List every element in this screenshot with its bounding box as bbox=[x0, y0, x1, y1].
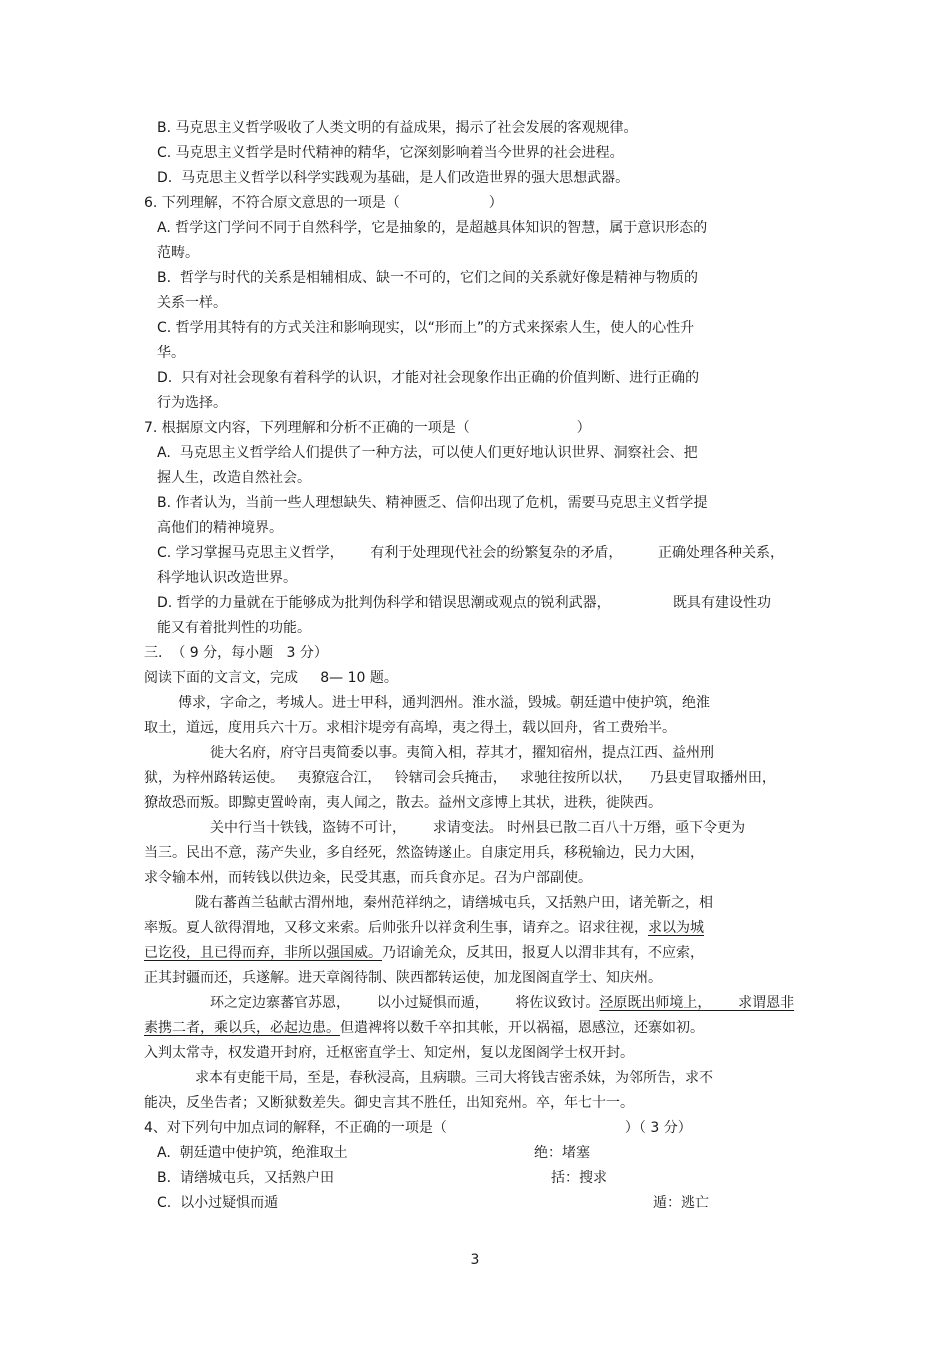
q6-option-d: D. 只有对社会现象有着科学的认识，才能对社会现象作出正确的价值判断、进行正确的 bbox=[157, 370, 700, 386]
option-b-line: B. 马克思主义哲学吸收了人类文明的有益成果，揭示了社会发展的客观规律。 bbox=[157, 120, 638, 136]
q7-option-a-cont: 握人生，改造自然社会。 bbox=[157, 470, 311, 486]
underlined-sentence: 求以为城 bbox=[648, 920, 704, 936]
q4-option-a-explanation: 绝：堵塞 bbox=[534, 1145, 590, 1161]
underlined-sentence: 素携二者，乘以兵，必起边患。 bbox=[144, 1020, 340, 1036]
q6-option-b: B. 哲学与时代的关系是相辅相成、缺一不可的，它们之间的关系就好像是精神与物质的 bbox=[157, 270, 698, 286]
q6-option-a-cont: 范畴。 bbox=[157, 245, 199, 261]
passage-line: 关中行当十铁钱，盗铸不可计， 求请变法。 时州县已散二百八十万缗，亟下令更为 bbox=[210, 820, 746, 836]
passage-line: 入判太常寺，权发遣开封府，迁枢密直学士、知定州，复以龙图阁学士权开封。 bbox=[144, 1045, 634, 1061]
question-4: 4、对下列句中加点词的解释，不正确的一项是（ ）（ 3 分） bbox=[144, 1120, 692, 1136]
q7-option-d-cont: 能又有着批判性的功能。 bbox=[157, 620, 311, 636]
passage-line: 狱，为梓州路转运使。 夷獠寇合江， 铃辖司会兵掩击， 求驰往按所以状， 乃县吏冒取播州田， bbox=[144, 770, 776, 786]
q6-option-b-cont: 关系一样。 bbox=[157, 295, 227, 311]
q4-option-b-explanation: 括：搜求 bbox=[551, 1170, 607, 1186]
underlined-sentence: 泾原既出师境上， 求谓恩非 bbox=[599, 995, 795, 1011]
passage-line: 求本有吏能干局，至是，春秋浸高，且病聩。三司大将钱吉密杀妹，为邻所告，求不 bbox=[195, 1070, 713, 1086]
q6-option-c-cont: 华。 bbox=[157, 345, 185, 361]
option-d-line: D. 马克思主义哲学以科学实践观为基础，是人们改造世界的强大思想武器。 bbox=[157, 170, 630, 186]
passage-line: 环之定边寨蕃官苏恩， 以小过疑惧而遁， 将佐议致讨。泾原既出师境上， 求谓恩非 bbox=[210, 995, 795, 1011]
passage-line: 求令输本州，而转钱以供边籴，民受其惠，而兵食亦足。召为户部副使。 bbox=[144, 870, 592, 886]
q6-option-c: C. 哲学用其特有的方式关注和影响现实，以“形而上”的方式来探索人生，使人的心性升 bbox=[157, 320, 695, 336]
passage-line: 陇右蕃酋兰毡献古渭州地，秦州范祥纳之，请缮城屯兵，又括熟户田，诸羌靳之，相 bbox=[195, 895, 713, 911]
passage-line: 当三。民出不意，荡产失业，多自经死，然盗铸遂止。自康定用兵，移税输边，民力大困， bbox=[144, 845, 704, 861]
q7-option-c: C. 学习掌握马克思主义哲学， 有利于处理现代社会的纷繁复杂的矛盾， 正确处理各种关系， bbox=[157, 545, 784, 561]
passage-line: 徙大名府，府守吕夷简委以事。夷简入相，荐其才，擢知宿州，提点江西、益州刑 bbox=[210, 745, 714, 761]
q7-option-b: B. 作者认为，当前一些人理想缺失、精神匮乏、信仰出现了危机，需要马克思主义哲学提 bbox=[157, 495, 708, 511]
q4-option-c: C. 以小过疑惧而遁 bbox=[157, 1195, 279, 1211]
passage-line: 正其封疆而还，兵遂解。进天章阁待制、陕西都转运使，加龙图阁直学士、知庆州。 bbox=[144, 970, 662, 986]
passage-line: 已讫役，且已得而弃，非所以强国威。乃诏谕羌众，反其田，报夏人以渭非其有，不应索， bbox=[144, 945, 704, 961]
question-7: 7. 根据原文内容，下列理解和分析不正确的一项是（ ） bbox=[144, 420, 591, 436]
q4-option-c-explanation: 遁：逃亡 bbox=[653, 1195, 709, 1211]
passage-line: 能决，反坐告者；又断狱数差失。御史言其不胜任，出知兖州。卒，年七十一。 bbox=[144, 1095, 634, 1111]
passage-line: 獠故恐而叛。即黥吏置岭南，夷人闻之，散去。益州文彦博上其状，进秩，徙陕西。 bbox=[144, 795, 662, 811]
passage-line: 率叛。夏人欲得渭地，又移文来索。后帅张升以祥贪利生事，请弃之。诏求往视，求以为城 bbox=[144, 920, 704, 936]
q7-option-d: D. 哲学的力量就在于能够成为批判伪科学和错误思潮或观点的锐利武器， 既具有建设性功 bbox=[157, 595, 771, 611]
q6-option-a: A. 哲学这门学问不同于自然科学，它是抽象的，是超越具体知识的智慧，属于意识形态的 bbox=[157, 220, 708, 236]
underlined-sentence: 已讫役，且已得而弃，非所以强国威。 bbox=[144, 945, 382, 961]
q7-option-c-cont: 科学地认识改造世界。 bbox=[157, 570, 297, 586]
passage-line: 素携二者，乘以兵，必起边患。但遣裨将以数千卒扣其帐，开以祸福，恩感泣，还寨如初。 bbox=[144, 1020, 704, 1036]
section-three-heading: 三. （ 9 分，每小题 3 分） bbox=[144, 645, 328, 661]
q4-option-b: B. 请缮城屯兵，又括熟户田 bbox=[157, 1170, 334, 1186]
passage-line: 取土，道远，度用兵六十万。求相汴堤旁有高埠，夷之得土，载以回舟，省工费殆半。 bbox=[144, 720, 676, 736]
q6-option-d-cont: 行为选择。 bbox=[157, 395, 227, 411]
q7-option-a: A. 马克思主义哲学给人们提供了一种方法，可以使人们更好地认识世界、洞察社会、把 bbox=[157, 445, 698, 461]
page-number: 3 bbox=[470, 1252, 480, 1268]
question-6: 6. 下列理解，不符合原文意思的一项是（ ） bbox=[144, 195, 503, 211]
passage-line: 傅求，字命之，考城人。进士甲科，通判泗州。淮水溢，毁城。朝廷遣中使护筑，绝淮 bbox=[178, 695, 710, 711]
reading-instruction: 阅读下面的文言文，完成 8— 10 题。 bbox=[144, 670, 398, 686]
q4-option-a: A. 朝廷遣中使护筑，绝淮取土 bbox=[157, 1145, 348, 1161]
q7-option-b-cont: 高他们的精神境界。 bbox=[157, 520, 283, 536]
option-c-line: C. 马克思主义哲学是时代精神的精华，它深刻影响着当今世界的社会进程。 bbox=[157, 145, 624, 161]
